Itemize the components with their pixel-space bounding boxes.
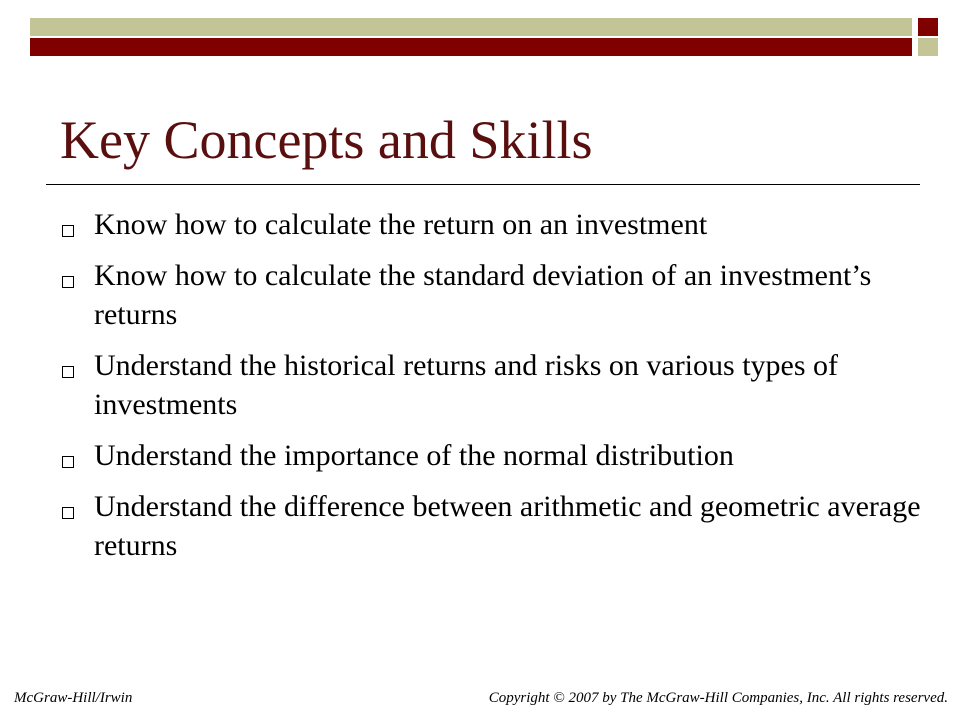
bullet-item bbox=[48, 256, 928, 334]
title-divider bbox=[46, 184, 920, 185]
header-olive-square bbox=[918, 38, 938, 56]
bullet-list bbox=[48, 205, 928, 577]
header-red-square bbox=[918, 18, 938, 36]
footer-publisher: McGraw-Hill/Irwin bbox=[14, 690, 133, 706]
bullet-text: Know how to calculate the return on an investment bbox=[94, 208, 708, 241]
bullet-text: Understand the historical returns and risks on various types of investments bbox=[94, 349, 839, 421]
square-bullet-icon bbox=[62, 276, 74, 288]
square-bullet-icon bbox=[62, 456, 74, 468]
bullet-item bbox=[48, 436, 928, 475]
square-bullet-icon bbox=[62, 225, 74, 237]
square-bullet-icon bbox=[62, 366, 74, 378]
square-bullet-icon bbox=[62, 507, 74, 519]
header-red-bar bbox=[30, 38, 912, 56]
bullet-item bbox=[48, 205, 928, 244]
header-olive-bar bbox=[30, 18, 912, 36]
bullet-text: Know how to calculate the standard deviation of an investment’s returns bbox=[94, 259, 872, 331]
slide-title: Key Concepts and Skills bbox=[60, 110, 593, 170]
bullet-text: Understand the importance of the normal distribution bbox=[94, 439, 734, 472]
bullet-item bbox=[48, 487, 928, 565]
bullet-item bbox=[48, 346, 928, 424]
footer-copyright: Copyright © 2007 by The McGraw-Hill Companies, Inc. All rights reserved. bbox=[488, 690, 948, 706]
bullet-text: Understand the difference between arithmetic and geometric average returns bbox=[94, 490, 921, 562]
